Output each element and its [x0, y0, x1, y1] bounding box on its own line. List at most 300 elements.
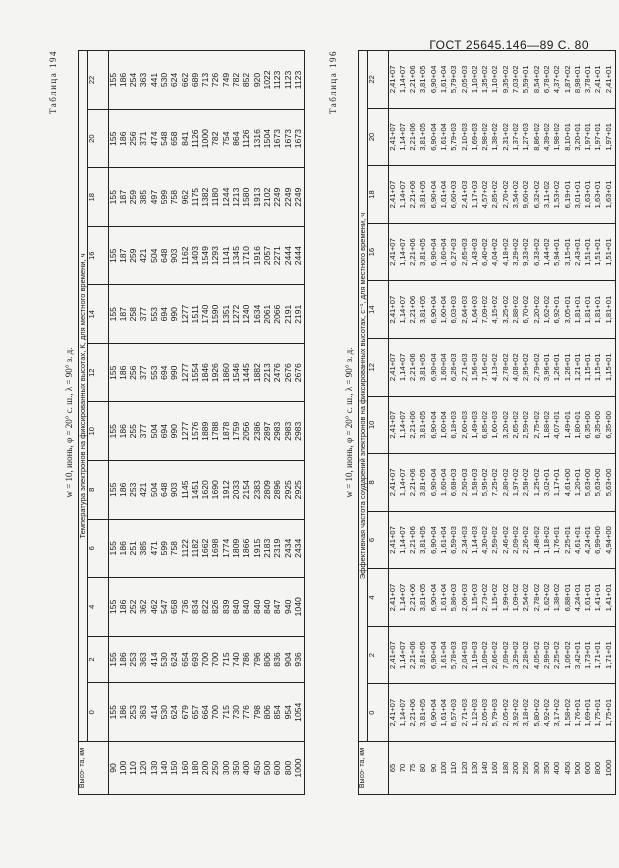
table-cell: 1,43+03: [469, 238, 479, 266]
height-value: 70: [397, 763, 407, 773]
table-cell: 3,01+01: [572, 180, 582, 209]
table-cell: 5,63+00: [603, 468, 613, 497]
table-cell: 155: [107, 248, 118, 263]
table-cell: 1,81+01: [583, 295, 593, 324]
table-cell: 5,79+03: [449, 123, 459, 151]
table-cell: 1,41+01: [593, 583, 603, 612]
table-cell: 2,41+03: [459, 180, 469, 209]
table-cell: 662: [179, 72, 190, 88]
table-cell: 186: [117, 482, 128, 497]
table-196-caption: w = 10, июнь, φ = 20° с. ш., λ = 90° з. д.: [344, 347, 354, 498]
table-cell: 599: [158, 541, 169, 556]
height-values: [108, 742, 305, 795]
table-cell: 806: [261, 652, 272, 667]
table-cell: 6,90+04: [428, 65, 438, 94]
height-value: 140: [480, 761, 490, 775]
table-cell: 2066: [272, 304, 283, 324]
time-column-values: [108, 168, 305, 227]
table-cell: 3,15+01: [562, 238, 572, 266]
table-cell: 6,19+01: [562, 180, 572, 209]
table-cell: 186: [117, 599, 128, 614]
table-cell: 1,51+01: [603, 238, 613, 266]
table-cell: 1,76+01: [552, 526, 562, 554]
table-cell: 1774: [220, 538, 231, 558]
table-cell: 1,87+02: [562, 65, 572, 94]
height-value: 600: [583, 761, 593, 775]
time-column-header: 2: [367, 626, 388, 684]
table-cell: 920: [251, 72, 262, 88]
table-cell: 2191: [282, 304, 293, 324]
table-cell: 700: [200, 652, 211, 667]
table-cell: 1,17+01: [552, 468, 562, 497]
table-cell: 253: [128, 482, 139, 497]
table-cell: 1,61+04: [438, 641, 448, 669]
time-column-values: [108, 343, 305, 402]
table-cell: 1,75+01: [593, 698, 603, 727]
table-cell: 1123: [272, 70, 283, 90]
table-cell: 5,59+01: [521, 65, 531, 94]
table-cell: 2,05+02: [500, 698, 510, 727]
table-cell: 259: [128, 248, 139, 263]
table-cell: 497: [148, 190, 159, 205]
table-cell: 1054: [292, 702, 303, 722]
table-cell: 6,90+04: [428, 468, 438, 497]
table-cell: 786: [241, 652, 252, 667]
table-cell: 2983: [282, 421, 293, 441]
table-cell: 3,81+05: [418, 123, 428, 151]
height-value: 1000: [603, 759, 613, 777]
table-cell: 253: [128, 652, 139, 667]
table-cell: 8,54+02: [531, 65, 541, 94]
table-cell: 1240: [241, 304, 252, 324]
table-cell: 840: [251, 599, 262, 614]
table-cell: 1,60+04: [438, 238, 448, 266]
table-cell: 2,41+07: [387, 65, 397, 94]
table-cell: 2,26+02: [521, 526, 531, 554]
table-cell: 6,85+02: [480, 410, 490, 439]
page-header: ГОСТ 25645.146—89 С. 80: [429, 38, 589, 52]
table-cell: 1,15+01: [603, 353, 613, 382]
table-cell: 186: [117, 541, 128, 556]
table-cell: 3,17+02: [552, 698, 562, 727]
table-cell: 187: [117, 307, 128, 322]
table-cell: 2,21+06: [408, 526, 418, 554]
table-cell: 377: [138, 307, 149, 322]
table-cell: 3,54+02: [511, 180, 521, 209]
table-cell: 6,92+01: [552, 295, 562, 324]
table-cell: 2213: [261, 363, 272, 383]
table-cell: 2,60+03: [459, 410, 469, 439]
table-cell: 1,25+02: [531, 468, 541, 497]
table-cell: 1,97+01: [583, 123, 593, 151]
table-cell: 2,21+06: [408, 123, 418, 151]
table-cell: 1511: [189, 304, 200, 324]
time-column-values: [388, 281, 616, 339]
table-cell: 2,41+07: [387, 583, 397, 612]
table-cell: 1162: [179, 246, 190, 265]
table-cell: 1846: [200, 363, 211, 383]
table-cell: 155: [107, 652, 118, 667]
table-cell: 2,58+02: [521, 468, 531, 497]
time-column-values: [388, 166, 616, 224]
table-cell: 252: [128, 599, 139, 614]
table-cell: 7,03+02: [511, 65, 521, 94]
table-cell: 679: [179, 705, 190, 720]
table-194-caption: w = 10, июнь, φ = 20° с. ш., λ = 90° з. д.: [64, 347, 74, 498]
table-cell: 6,35+00: [593, 410, 603, 439]
table-cell: 700: [210, 652, 221, 667]
table-cell: 2154: [241, 480, 252, 500]
table-cell: 1,63+01: [603, 180, 613, 209]
height-value: 75: [408, 763, 418, 773]
table-cell: 2,78+02: [500, 353, 510, 382]
table-cell: 2386: [251, 421, 262, 441]
table-cell: 1673: [272, 129, 283, 149]
table-cell: 624: [169, 705, 180, 720]
table-cell: 186: [117, 72, 128, 88]
table-cell: 664: [200, 705, 211, 720]
table-cell: 4,94+00: [603, 526, 613, 554]
table-cell: 1,98+02: [552, 123, 562, 151]
height-value: 130: [469, 761, 479, 775]
table-cell: 3,18+02: [521, 698, 531, 727]
table-cell: 4,07+01: [552, 410, 562, 439]
table-cell: 1277: [179, 304, 190, 324]
table-cell: 1,27+03: [521, 123, 531, 151]
table-cell: 186: [117, 652, 128, 667]
table-cell: 9,60+02: [521, 180, 531, 209]
table-cell: 441: [148, 72, 159, 88]
table-cell: 1759: [231, 421, 242, 441]
table-cell: 2,41+07: [387, 123, 397, 151]
table-cell: 4,30+02: [480, 526, 490, 554]
table-cell: 1,81+01: [593, 295, 603, 324]
table-cell: 1145: [179, 480, 190, 499]
table-cell: 2983: [292, 421, 303, 441]
table-cell: 6,35+00: [603, 410, 613, 439]
table-subcaption: Эффективная частота соударений электронов на фиксированных высотах, с⁻¹, для местного времени, ч: [359, 51, 368, 742]
height-value: 180: [189, 760, 200, 776]
table-cell: 385: [138, 541, 149, 556]
table-cell: 1,58+03: [469, 468, 479, 497]
table-cell: 1915: [251, 538, 262, 558]
table-cell: 5,80+02: [531, 698, 541, 727]
time-column-header: 8: [87, 461, 108, 520]
table-cell: 155: [107, 599, 118, 614]
table-cell: 2,71+03: [459, 353, 469, 382]
table-cell: 1,14+07: [397, 295, 407, 324]
table-cell: 3,81+05: [418, 526, 428, 554]
table-cell: 1913: [251, 187, 262, 207]
height-value: 150: [169, 760, 180, 776]
table-cell: 1,14+07: [397, 65, 407, 94]
table-cell: 553: [148, 307, 159, 322]
table-cell: 2,34+03: [459, 526, 469, 554]
table-cell: 1,14+07: [397, 583, 407, 612]
table-cell: 648: [158, 248, 169, 263]
table-cell: 2444: [292, 246, 303, 266]
table-cell: 6,90+04: [428, 295, 438, 324]
table-cell: 2061: [261, 304, 272, 324]
table-cell: 2476: [272, 363, 283, 383]
table-cell: 2,66+02: [490, 641, 500, 669]
table-cell: 1,14+07: [397, 180, 407, 209]
time-column-values: [108, 578, 305, 637]
table-cell: 2191: [292, 304, 303, 324]
table-cell: 2,20+02: [531, 295, 541, 324]
time-column-values: [108, 285, 305, 344]
height-value: 450: [251, 760, 262, 776]
table-cell: 1,73+01: [583, 641, 593, 669]
table-cell: 2,75+02: [531, 410, 541, 439]
table-cell: 1,61+04: [438, 698, 448, 727]
time-column-header: 4: [367, 569, 388, 627]
table-cell: 5,79+03: [449, 65, 459, 94]
table-cell: 362: [138, 599, 149, 614]
height-value: 100: [438, 761, 448, 775]
height-value: 800: [282, 760, 293, 776]
table-cell: 1,14+07: [397, 123, 407, 151]
height-value: 350: [541, 761, 551, 775]
height-value: 110: [449, 761, 459, 775]
table-cell: 6,27+03: [449, 238, 459, 266]
height-value: 250: [521, 761, 531, 775]
table-cell: 2,85+02: [490, 180, 500, 209]
table-cell: 2,21+06: [408, 468, 418, 497]
table-cell: 1710: [241, 246, 252, 266]
table-cell: 1382: [200, 187, 211, 207]
table-cell: 3,20+01: [572, 123, 582, 151]
table-cell: 864: [231, 131, 242, 146]
time-column-header: 12: [367, 338, 388, 396]
time-column-header: 14: [87, 285, 108, 344]
table-cell: 363: [138, 652, 149, 667]
table-cell: 7,25+02: [490, 468, 500, 497]
table-cell: 3,81+05: [418, 410, 428, 439]
height-value: 1000: [292, 758, 303, 778]
table-cell: 1,41+01: [603, 583, 613, 612]
time-column-values: [388, 684, 616, 742]
table-cell: 840: [261, 599, 272, 614]
table-cell: 749: [220, 72, 231, 88]
table-cell: 9,35+02: [500, 65, 510, 94]
table-cell: 2676: [292, 363, 303, 383]
table-cell: 990: [169, 365, 180, 380]
table-cell: 954: [282, 705, 293, 720]
table-cell: 990: [169, 424, 180, 439]
table-cell: 1,35+02: [480, 65, 490, 94]
table-cell: 363: [138, 705, 149, 720]
height-value: 300: [220, 760, 231, 776]
table-cell: 3,29+02: [511, 641, 521, 669]
table-cell: 6,90+04: [428, 641, 438, 669]
time-column-values: [108, 226, 305, 285]
table-cell: 694: [158, 365, 169, 380]
time-column-header: 12: [87, 343, 108, 402]
table-cell: 758: [169, 541, 180, 556]
table-cell: 713: [200, 72, 211, 88]
table-cell: 2,54+02: [521, 583, 531, 612]
table-cell: 1122: [179, 539, 190, 558]
table-cell: 155: [107, 131, 118, 146]
table-cell: 1,97+02: [511, 468, 521, 497]
table-cell: 2,65+03: [459, 238, 469, 266]
table-cell: 6,18+03: [449, 410, 459, 439]
table-cell: 1175: [189, 187, 200, 207]
time-column-values: [388, 338, 616, 396]
table-cell: 904: [282, 652, 293, 667]
table-cell: 1,61+04: [438, 583, 448, 612]
time-column-header: 22: [87, 51, 108, 110]
time-column-values: [108, 51, 305, 110]
table-cell: 3,81+05: [418, 295, 428, 324]
table-cell: 2,41+07: [387, 526, 397, 554]
height-value: 250: [210, 760, 221, 776]
table-cell: 377: [138, 424, 149, 439]
table-cell: 4,61+01: [572, 526, 582, 554]
table-cell: 1,61+04: [438, 123, 448, 151]
table-cell: 1,56+03: [469, 353, 479, 382]
table-cell: 251: [128, 541, 139, 556]
table-cell: 2249: [282, 187, 293, 207]
time-column-values: [108, 636, 305, 683]
height-value: 400: [552, 761, 562, 775]
table-cell: 4,37+02: [552, 65, 562, 94]
table-cell: 2,28+02: [521, 641, 531, 669]
table-cell: 754: [220, 131, 231, 146]
table-cell: 2,59+02: [490, 526, 500, 554]
table-cell: 1662: [200, 538, 211, 558]
table-cell: 187: [117, 190, 128, 205]
table-cell: 1123: [292, 70, 303, 90]
table-cell: 841: [179, 131, 190, 146]
time-column-values: [388, 626, 616, 684]
table-cell: 1141: [220, 246, 231, 265]
table-cell: 5,95+02: [480, 468, 490, 497]
table-cell: 1,20+01: [572, 468, 582, 497]
table-cell: 3,81+05: [418, 65, 428, 94]
table-cell: 2,41+07: [387, 180, 397, 209]
table-194-block: [48, 50, 305, 795]
time-column-values: [388, 51, 616, 109]
table-cell: 2,21+06: [408, 410, 418, 439]
table-cell: 2,21+06: [408, 698, 418, 727]
table-cell: 657: [189, 705, 200, 720]
table-cell: 1,81+01: [572, 295, 582, 324]
table-cell: 155: [107, 424, 118, 439]
table-cell: 1,38+02: [490, 123, 500, 151]
table-cell: 1549: [200, 246, 211, 266]
table-cell: 3,81+05: [418, 353, 428, 382]
table-cell: 826: [210, 599, 221, 614]
table-cell: 186: [117, 705, 128, 720]
table-cell: 6,35+00: [583, 410, 593, 439]
time-column-header: 0: [87, 683, 108, 742]
table-cell: 2,41+01: [593, 65, 603, 94]
table-cell: 547: [158, 599, 169, 614]
table-cell: 474: [148, 131, 159, 146]
height-value: 100: [117, 760, 128, 776]
table-cell: 1,62+02: [541, 295, 551, 324]
table-cell: 1,58+02: [562, 698, 572, 727]
table-cell: 1,97+01: [603, 123, 613, 151]
table-cell: 6,26+03: [449, 353, 459, 382]
table-cell: 1,51+01: [593, 238, 603, 266]
table-cell: 2434: [282, 538, 293, 558]
table-cell: 1,75+01: [603, 698, 613, 727]
table-cell: 254: [128, 72, 139, 88]
table-cell: 2,95+02: [521, 353, 531, 382]
table-cell: 363: [138, 72, 149, 88]
table-cell: 1580: [241, 187, 252, 207]
table-cell: 2,06+03: [459, 583, 469, 612]
table-cell: 1040: [292, 597, 303, 617]
table-cell: 1,48+02: [531, 526, 541, 554]
table-cell: 2,04+03: [459, 641, 469, 669]
table-cell: 2809: [261, 480, 272, 500]
table-cell: 2,10+03: [459, 123, 469, 151]
table-cell: 3,20+02: [500, 410, 510, 439]
table-196: [358, 50, 616, 795]
height-column-header: Высо- та, км: [79, 742, 109, 795]
table-cell: 4,13+02: [490, 353, 500, 382]
height-value: 180: [500, 761, 510, 775]
table-cell: 726: [210, 72, 221, 88]
time-column-values: [108, 402, 305, 461]
table-cell: 2,65+02: [511, 410, 521, 439]
table-cell: 155: [107, 482, 118, 497]
table-cell: 1,26+01: [562, 353, 572, 382]
table-cell: 2,41+01: [603, 65, 613, 94]
table-cell: 1123: [282, 70, 293, 90]
table-cell: 1,26+01: [552, 353, 562, 382]
table-cell: 1698: [210, 538, 221, 558]
table-cell: 694: [158, 307, 169, 322]
table-cell: 1180: [210, 187, 221, 207]
table-cell: 1000: [200, 129, 211, 149]
table-cell: 5,63+00: [593, 468, 603, 497]
table-cell: 2925: [282, 480, 293, 500]
time-column-values: [388, 396, 616, 454]
table-cell: 1690: [210, 480, 221, 500]
table-cell: 504: [148, 482, 159, 497]
table-cell: 1,61+04: [438, 65, 448, 94]
table-cell: 1673: [292, 129, 303, 149]
table-cell: 4,04+02: [490, 238, 500, 266]
table-cell: 4,39+02: [541, 123, 551, 151]
table-cell: 2183: [261, 538, 272, 558]
table-cell: 4,18+02: [500, 238, 510, 266]
table-cell: 2,41+07: [387, 353, 397, 382]
table-cell: 2,21+06: [408, 295, 418, 324]
height-value: 80: [418, 763, 428, 773]
height-value: 500: [261, 760, 272, 776]
table-cell: 1866: [241, 538, 252, 558]
table-cell: 259: [128, 190, 139, 205]
table-cell: 1,99+02: [500, 583, 510, 612]
table-cell: 1,10+02: [469, 65, 479, 94]
table-cell: 1,60+04: [438, 295, 448, 324]
table-cell: 1,60+03: [490, 410, 500, 439]
table-cell: 414: [148, 705, 159, 720]
table-cell: 1,81+01: [603, 295, 613, 324]
table-194-title: Таблица 194: [48, 50, 58, 114]
table-cell: 377: [138, 365, 149, 380]
table-cell: 1,12+03: [469, 698, 479, 727]
table-cell: 2057: [261, 246, 272, 266]
table-cell: 2,21+06: [408, 180, 418, 209]
table-cell: 2,41+07: [387, 410, 397, 439]
